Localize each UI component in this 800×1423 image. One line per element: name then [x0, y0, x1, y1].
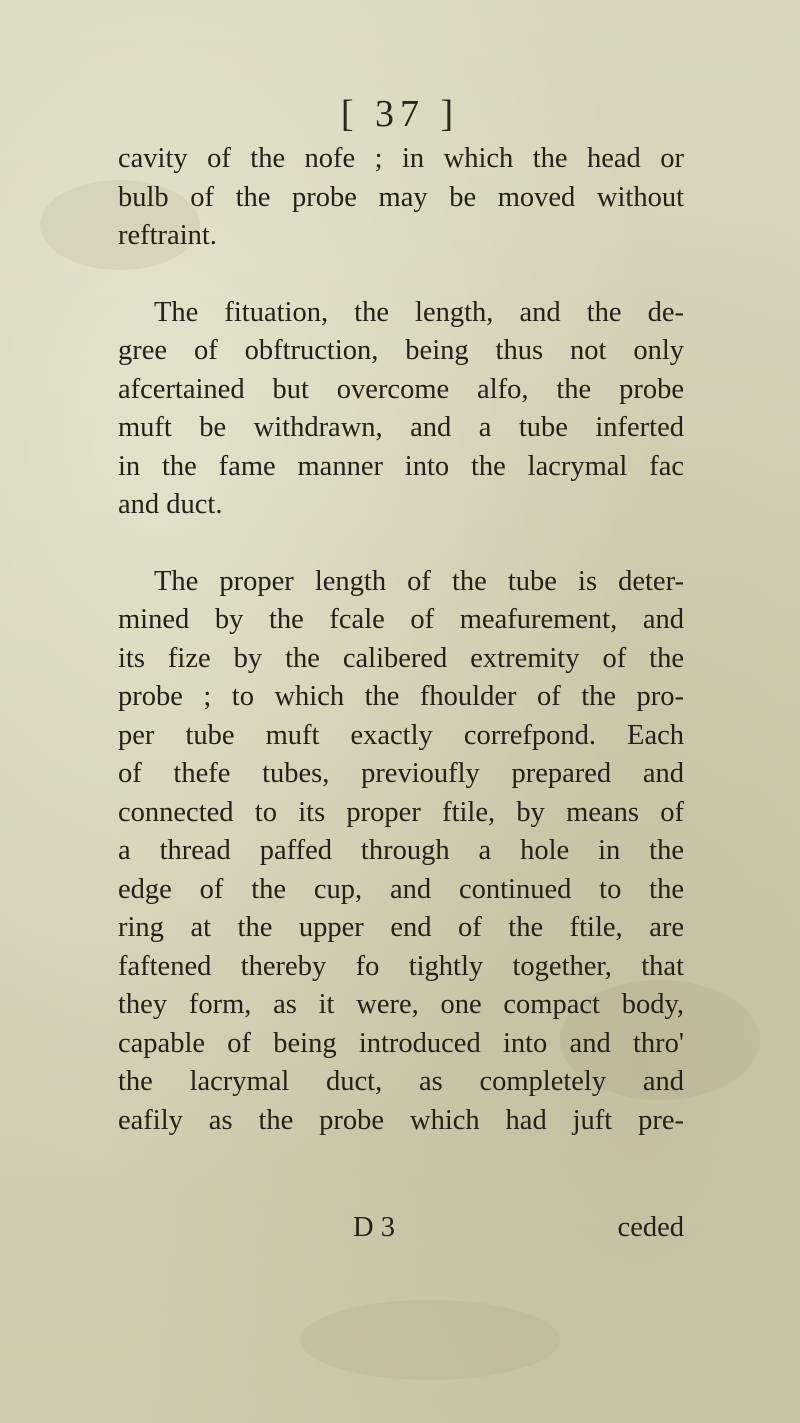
text-line: reftraint. [118, 220, 217, 251]
text-line: connected to its proper ftile, by means of [118, 796, 684, 828]
text-line: eafily as the probe which had juft pre- [118, 1104, 684, 1136]
text-line: edge of the cup, and continued to the [118, 873, 684, 905]
text-line: per tube muft exactly correfpond. Each [118, 719, 684, 751]
text-line: bulb of the probe may be moved without [118, 181, 684, 213]
text-line: and duct. [118, 489, 223, 520]
text-line: a thread paffed through a hole in the [118, 835, 684, 866]
catchword: ceded [617, 1212, 684, 1243]
paragraph-gap [118, 256, 684, 294]
signature-mark: D 3 [353, 1212, 395, 1243]
text-line: the lacrymal duct, as completely and [118, 1066, 684, 1097]
text-line: faftened thereby fo tightly together, that [118, 950, 684, 982]
text-line: probe ; to which the fhoulder of the pro- [118, 681, 684, 712]
text-line: mined by the fcale of meafurement, and [118, 604, 684, 635]
body-text [118, 140, 684, 1140]
text-line: cavity of the nofe ; in which the head or [118, 143, 684, 174]
text-line: The proper length of the tube is deter- [154, 565, 684, 597]
text-line: ring at the upper end of the ftile, are [118, 912, 684, 943]
text-line: muft be withdrawn, and a tube inferted [118, 412, 684, 443]
text-line: afcertained but overcome alfo, the probe [118, 373, 684, 405]
paragraph-gap [118, 525, 684, 563]
text-line: in the fame manner into the lacrymal fac [118, 450, 684, 482]
text-line: of thefe tubes, previoufly prepared and [118, 758, 684, 789]
text-line: The fituation, the length, and the de- [154, 296, 684, 328]
text-line: they form, as it were, one compact body, [118, 989, 684, 1020]
paper-stain [300, 1300, 560, 1380]
text-line: its fize by the calibered extremity of the [118, 642, 684, 674]
text-line: gree of obftruction, being thus not only [118, 335, 684, 366]
page-header: [ 37 ] [340, 93, 460, 135]
page-footer [118, 1212, 684, 1250]
text-line: capable of being introduced into and thro' [118, 1027, 684, 1059]
